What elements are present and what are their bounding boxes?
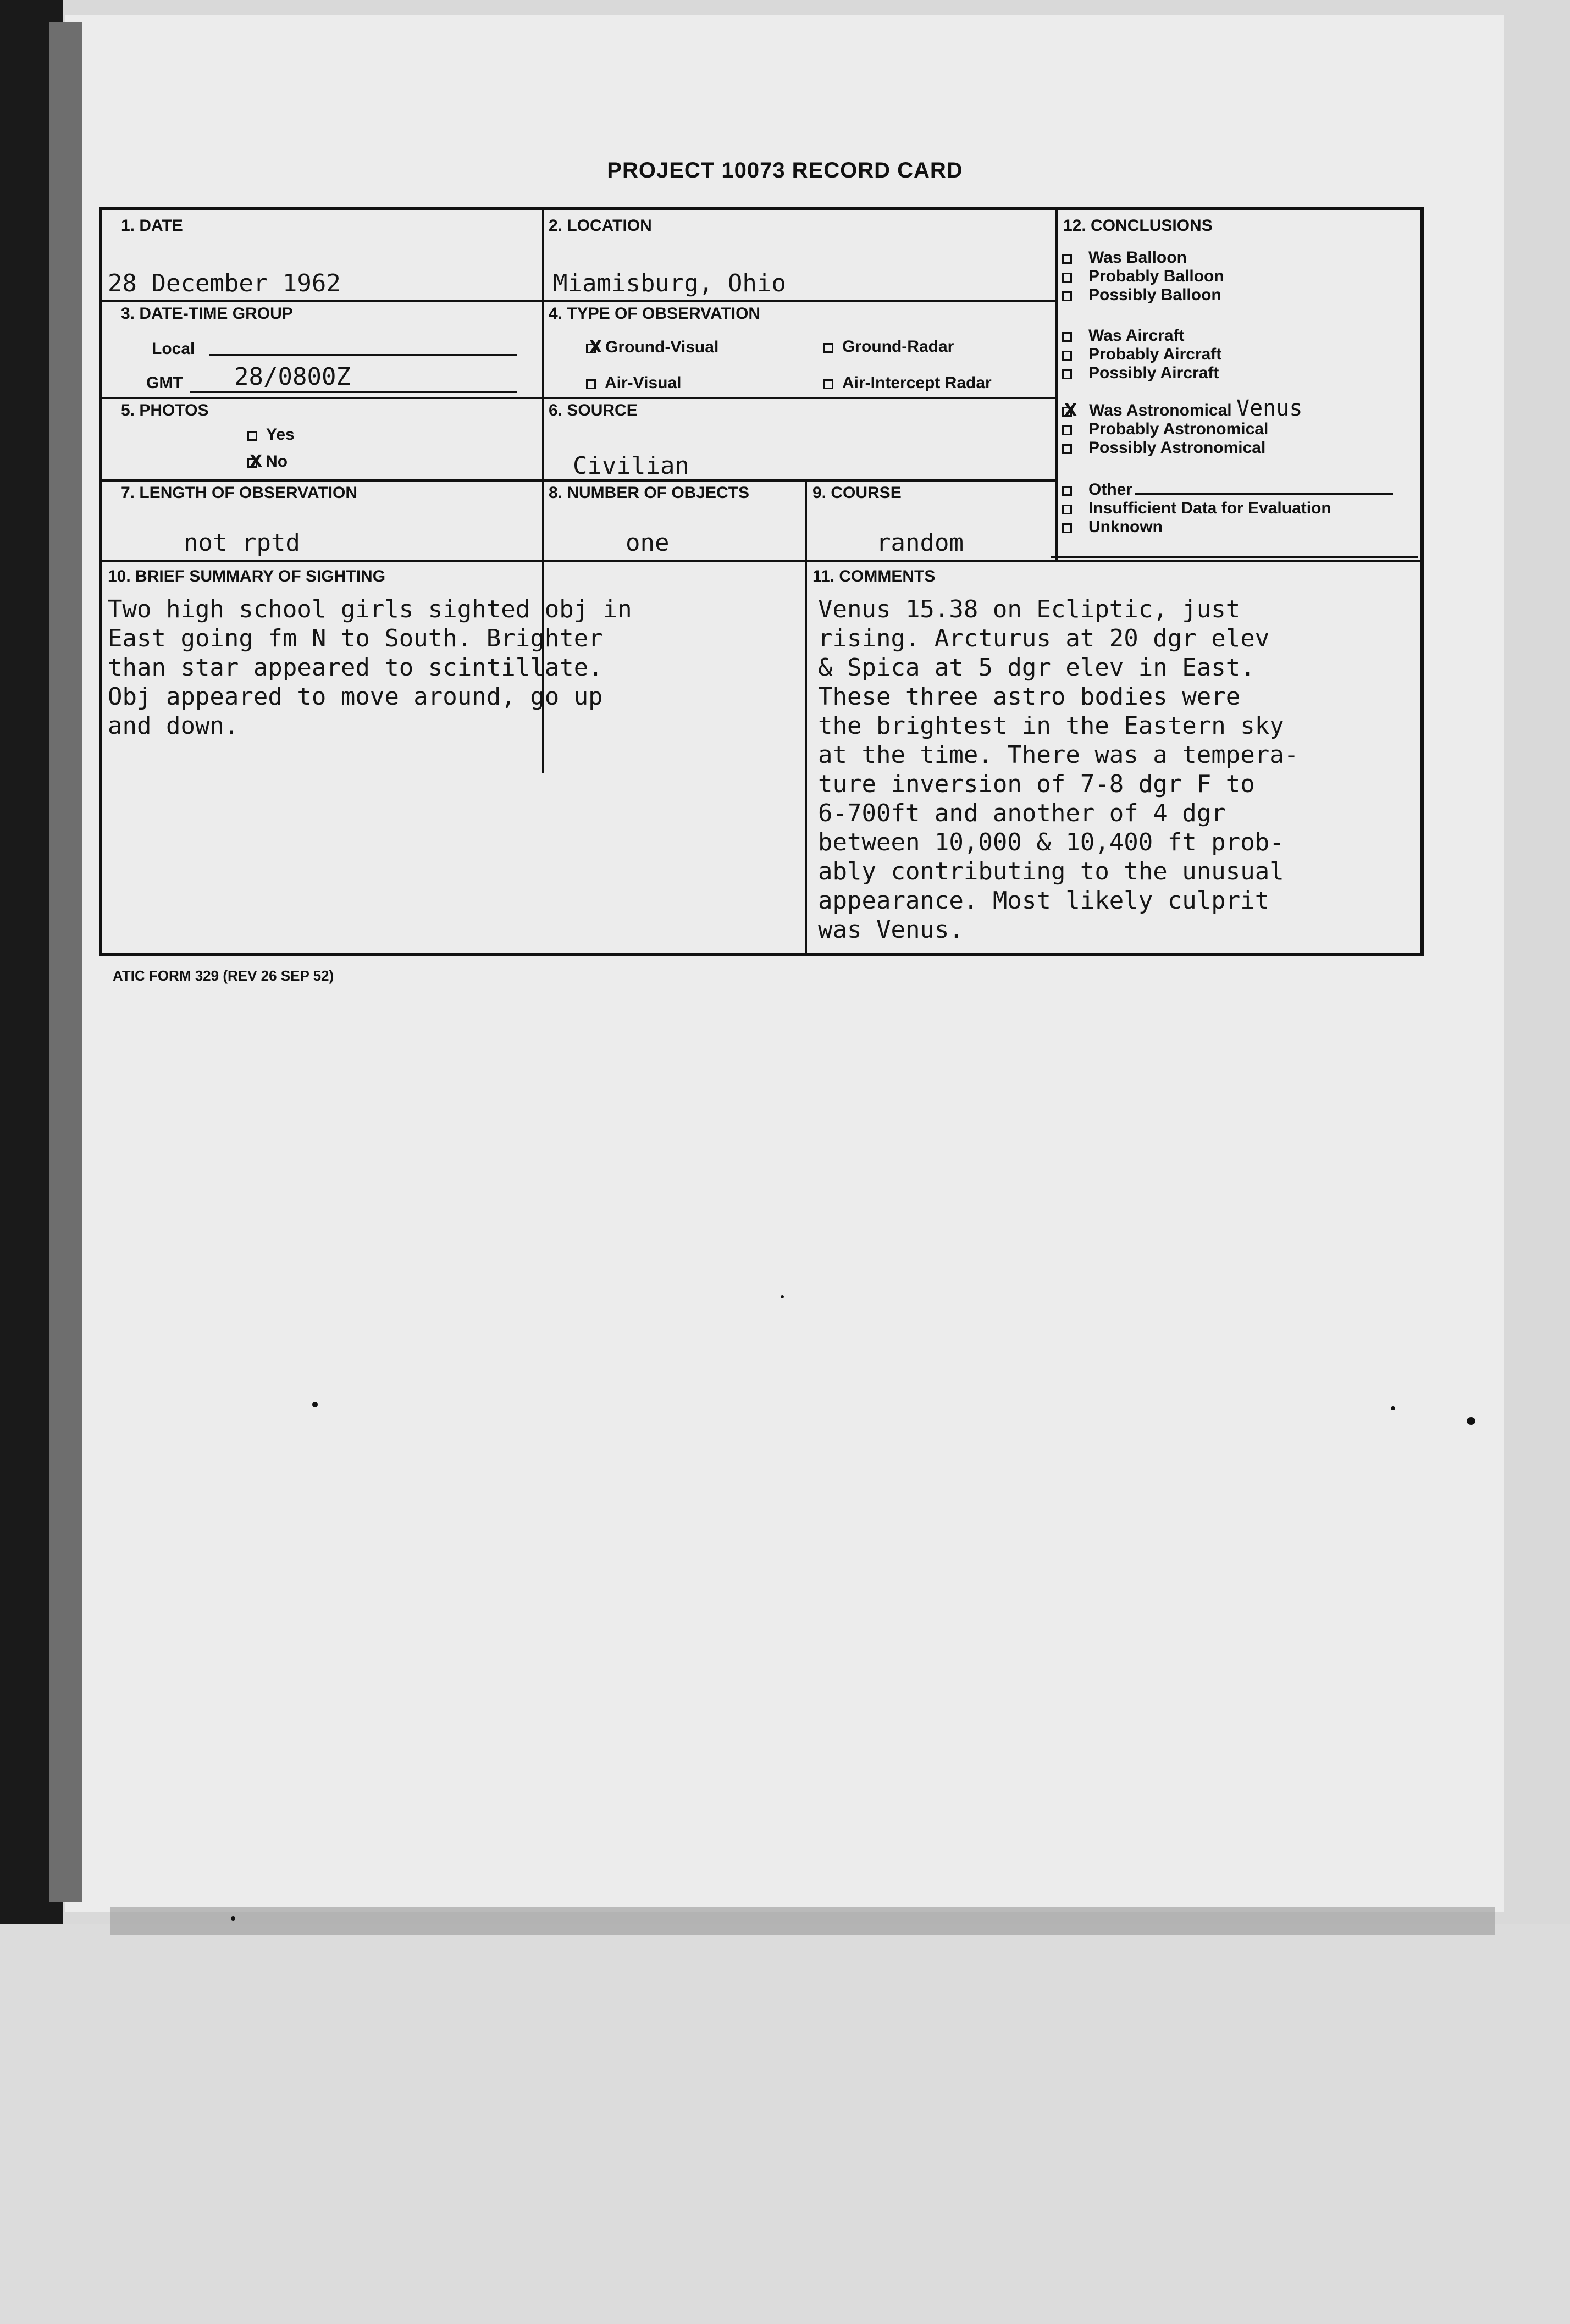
comments-line: 6-700ft and another of 4 dgr (818, 799, 1226, 827)
dust-speck (781, 1295, 784, 1298)
source-label: 6. SOURCE (549, 401, 638, 419)
conclusion-was-astronomical (1062, 396, 1303, 421)
comments-text (818, 595, 1298, 944)
summary-line: Obj appeared to move around, go up (108, 683, 603, 711)
card-title: PROJECT 10073 RECORD CARD (607, 158, 963, 182)
divider (102, 397, 1055, 399)
conclusion-text: Was Astronomical (1089, 401, 1232, 419)
conclusion-text: Probably Aircraft (1088, 345, 1222, 363)
date-value: 28 December 1962 (108, 269, 341, 297)
length-value: not rptd (184, 529, 300, 557)
conclusion-text: Possibly Aircraft (1088, 364, 1219, 382)
ground-visual-text: Ground-Visual (605, 338, 719, 356)
dtg-local-line (209, 354, 517, 356)
other-line (1135, 493, 1393, 495)
dust-speck (1391, 1406, 1395, 1410)
conclusion-text: Probably Astronomical (1088, 420, 1269, 438)
photos-yes-option (247, 425, 295, 444)
summary-line: East going fm N to South. Brighter (108, 624, 603, 652)
comments-line: was Venus. (818, 916, 964, 944)
divider (805, 479, 807, 954)
conclusion-text: Insufficient Data for Evaluation (1088, 499, 1331, 517)
conclusion-possibly-astronomical (1062, 439, 1302, 457)
dust-speck (312, 1402, 318, 1407)
conclusion-text: Possibly Astronomical (1088, 439, 1266, 457)
conclusion-text: Possibly Balloon (1088, 286, 1221, 304)
conclusion-text: Other (1088, 480, 1133, 499)
air-intercept-text: Air-Intercept Radar (842, 374, 992, 392)
conclusion-was-balloon (1062, 248, 1224, 267)
type-label: 4. TYPE OF OBSERVATION (549, 305, 761, 323)
conclusions-label: 12. CONCLUSIONS (1063, 217, 1213, 235)
conclusion-probably-astronomical (1062, 420, 1302, 439)
dtg-gmt-value: 28/0800Z (234, 363, 351, 391)
dtg-label: 3. DATE-TIME GROUP (121, 305, 293, 323)
date-label: 1. DATE (121, 217, 183, 235)
checkbox (1062, 523, 1072, 533)
conclusions-balloon-group (1062, 248, 1224, 305)
air-intercept-checkbox (823, 379, 833, 389)
course-value: random (876, 529, 964, 557)
checkbox (1062, 291, 1072, 301)
conclusion-other (1062, 480, 1393, 499)
dtg-gmt-line (190, 391, 517, 393)
conclusion-possibly-aircraft (1062, 364, 1221, 383)
checkbox (1062, 351, 1072, 361)
divider (1055, 210, 1058, 560)
comments-line: between 10,000 & 10,400 ft prob- (818, 828, 1284, 856)
comments-line: appearance. Most likely culprit (818, 887, 1270, 915)
comments-line: at the time. There was a tempera- (818, 741, 1299, 769)
comments-label: 11. COMMENTS (812, 567, 936, 585)
length-label: 7. LENGTH OF OBSERVATION (121, 484, 358, 502)
checkbox (1062, 444, 1072, 454)
checkbox (1062, 369, 1072, 379)
course-label: 9. COURSE (812, 484, 902, 502)
comments-line: ably contributing to the unusual (818, 857, 1284, 886)
conclusion-possibly-balloon (1062, 286, 1224, 305)
conclusion-insufficient (1062, 499, 1393, 518)
conclusion-probably-balloon (1062, 267, 1224, 286)
dtg-local-label: Local (152, 340, 195, 358)
conclusion-was-aircraft (1062, 327, 1221, 345)
astro-check-mark: X (1064, 401, 1077, 420)
summary-line: than star appeared to scintillate. (108, 654, 603, 682)
record-card-form (99, 207, 1424, 956)
ground-radar-text: Ground-Radar (842, 337, 954, 356)
air-visual-text: Air-Visual (605, 374, 682, 392)
dtg-gmt-label: GMT (146, 374, 183, 392)
form-footer: ATIC FORM 329 (REV 26 SEP 52) (113, 967, 334, 984)
comments-line: & Spica at 5 dgr elev in East. (818, 654, 1255, 682)
summary-line: and down. (108, 712, 239, 740)
ground-visual-option (586, 337, 718, 357)
location-label: 2. LOCATION (549, 217, 652, 235)
ground-visual-check-mark: X (589, 337, 602, 357)
comments-line: rising. Arcturus at 20 dgr elev (818, 624, 1270, 652)
dust-speck (231, 1916, 235, 1921)
conclusion-probably-aircraft (1062, 345, 1221, 364)
checkbox (1062, 425, 1072, 435)
divider (102, 560, 1422, 562)
checkbox (1062, 486, 1072, 496)
conclusion-text: Probably Balloon (1088, 267, 1224, 285)
summary-text (108, 595, 632, 740)
conclusion-text: Was Balloon (1088, 248, 1187, 267)
lower-background (0, 1924, 1570, 2324)
divider (102, 300, 1055, 302)
air-intercept-option (823, 374, 992, 392)
summary-line: Two high school girls sighted obj in (108, 595, 632, 623)
conclusion-text: Was Aircraft (1088, 327, 1185, 345)
checkbox (1062, 505, 1072, 514)
checkbox (1062, 332, 1072, 342)
film-edge-shadow (49, 22, 82, 1902)
comments-line: These three astro bodies were (818, 683, 1241, 711)
ground-radar-option (823, 337, 954, 356)
comments-line: Venus 15.38 on Ecliptic, just (818, 595, 1241, 623)
air-visual-checkbox (586, 379, 596, 389)
conclusions-aircraft-group (1062, 327, 1221, 383)
conclusion-unknown (1062, 518, 1393, 536)
ground-radar-checkbox (823, 343, 833, 353)
summary-label: 10. BRIEF SUMMARY OF SIGHTING (108, 567, 386, 585)
conclusions-bottom-border (1051, 556, 1418, 558)
photos-yes-text: Yes (266, 425, 295, 444)
objects-label: 8. NUMBER OF OBJECTS (549, 484, 750, 502)
conclusions-other-group (1062, 480, 1393, 536)
objects-value: one (626, 529, 670, 557)
comments-line: the brightest in the Eastern sky (818, 712, 1284, 740)
air-visual-option (586, 374, 682, 392)
photos-no-text: No (266, 452, 288, 471)
paper-shadow (110, 1907, 1495, 1935)
source-value: Civilian (573, 452, 689, 480)
checkbox (1062, 254, 1072, 264)
comments-line: ture inversion of 7-8 dgr F to (818, 770, 1255, 798)
checkbox (1062, 273, 1072, 283)
conclusion-text: Unknown (1088, 518, 1163, 536)
photos-no-check-mark: X (250, 452, 263, 471)
dust-speck (1467, 1417, 1475, 1425)
photos-no-option (247, 452, 288, 471)
photos-label: 5. PHOTOS (121, 401, 209, 419)
astro-note: Venus (1236, 396, 1303, 421)
conclusions-astro-group (1062, 396, 1303, 457)
photos-yes-checkbox (247, 431, 257, 441)
location-value: Miamisburg, Ohio (553, 269, 786, 297)
